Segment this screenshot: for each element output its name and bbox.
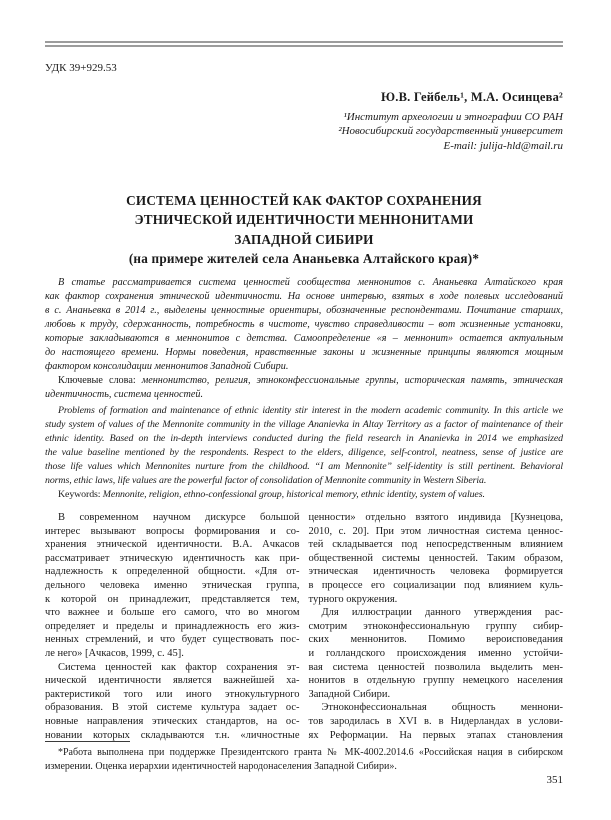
page-number: 351 xyxy=(546,774,563,786)
text-line: those life values which Mennonites nurture from the childhood. “I am Mennonite” self-identity is still pertinent. Behavioral xyxy=(45,461,563,472)
text-line: рассматривает этническую идентичность как при- xyxy=(45,552,300,564)
text-line: ethnic identity. Based on the in-depth interviews conducted during the field research in Ananievka in 2014 we emphasized xyxy=(45,433,563,444)
text-line: фактором консолидации меннонитов Западной Сибири. xyxy=(45,361,289,372)
text-line: к которой он принадлежит, представляется тем, xyxy=(45,593,300,605)
text-line: как фактор сохранения этнической идентичности. На основе интервью, взятых в ходе полевых исследований xyxy=(45,291,563,302)
text-line: Западной Сибири. xyxy=(308,688,391,700)
text-line: тов зародилась в XVI в. в Нидерландах в услови- xyxy=(308,715,563,727)
footnote xyxy=(45,746,563,774)
keywords-en-terms: Mennonite, religion, ethno-confessional group, historical memory, ethnic identity, system of values. xyxy=(100,489,485,500)
keywords-russian xyxy=(45,374,563,402)
keywords-ru-line xyxy=(45,374,563,388)
text-line: ¹Институт археологии и этнографии СО РАН xyxy=(343,111,563,123)
text-line: тей складывается под непосредственным влиянием xyxy=(308,539,563,551)
text-line: что важнее и больше его самого, что во многом xyxy=(45,607,300,619)
text-line: и голландского происхождения именно устойчи- xyxy=(308,647,563,659)
text-line: нонитов в отдельную группу немецкого населения xyxy=(308,675,563,687)
text-line: study system of values of the Mennonite community in the village Ananievka in Altay Territory as a factor of maintenance of their xyxy=(45,419,563,430)
text-line: 2010, с. 20]. При этом личностная система ценнос- xyxy=(308,525,563,537)
text-line: вая система ценностей позволила выделить мен- xyxy=(308,661,563,673)
keywords-ru-line2: идентичность, система ценностей. xyxy=(45,389,204,400)
text-line: турного окружения. xyxy=(308,593,398,605)
text-line: norms, ethic laws, life values are the powerful factor of consolidation of Mennonite community in Western Siberia. xyxy=(45,475,487,486)
text-line: в с. Ананьевка в 2014 г., выделены ценностные ориентиры, обозначенные респондентами. Почитание старших, xyxy=(45,305,563,316)
text-line: дельного человека именно этническая группа, xyxy=(45,579,300,591)
text-line: нической идентичности является важнейшей ха- xyxy=(45,675,300,687)
text-line: Для иллюстрации данного утверждения рас- xyxy=(321,607,563,619)
text-line: в процессе его социализации под влиянием куль- xyxy=(308,579,563,591)
abstract-english xyxy=(45,404,563,488)
udc-code: УДК 39+929.53 xyxy=(45,62,117,74)
text-line: Problems of formation and maintenance of ethnic identity stir interest in the modern academic community. In this article we xyxy=(58,405,563,416)
text-line: любовь к труду, сдержанность, потребность в чистоте, чувство справедливости – вот жизненные установки, xyxy=(45,319,563,330)
keywords-en-line xyxy=(45,488,563,502)
text-line: новные направления этических стандартов, на ос- xyxy=(45,715,300,727)
text-line: хранения этнической идентичности. В.А. Ачкасов xyxy=(45,539,300,551)
text-line: СИСТЕМА ЦЕННОСТЕЙ КАК ФАКТОР СОХРАНЕНИЯ xyxy=(126,193,482,208)
keywords-english xyxy=(45,488,563,502)
footnote-line2: измерении. Оценка иерархии идентичностей народонаселения Западной Сибири». xyxy=(45,760,397,772)
footnote-line1: *Работа выполнена при поддержке Президентского гранта № МК-4002.2014.6 «Российская нация в сибирском xyxy=(58,747,563,758)
text-line: ле него» [Ачкасов, 1999, с. 45]. xyxy=(45,647,184,659)
text-line: Этноконфессиональная общность меннони- xyxy=(321,702,563,714)
text-line: этническая идентичность человека формируется xyxy=(308,566,563,578)
text-line: новании которых складываются т.н. «личностные xyxy=(45,729,300,741)
keywords-ru-terms: меннонитство, религия, этноконфессиональные группы, историческая память, этническая xyxy=(135,375,563,386)
keywords-ru-label: Ключевые слова: xyxy=(58,375,136,386)
text-line: ЗАПАДНОЙ СИБИРИ xyxy=(234,231,374,247)
text-line: интерес вызывают вопросы формирования и со- xyxy=(45,525,300,537)
text-line: ненных стремлений, и что будет существовать пос- xyxy=(45,634,300,646)
text-line: ских меннонитов. Помимо вероисповедания xyxy=(308,634,563,646)
text-line: ЭТНИЧЕСКОЙ ИДЕНТИЧНОСТИ МЕННОНИТАМИ xyxy=(134,212,474,228)
text-line: Система ценностей как фактор сохранения эт- xyxy=(58,661,300,673)
text-line: ²Новосибирский государственный университет xyxy=(338,125,563,138)
header-double-rule xyxy=(45,41,563,47)
text-line: общественной системы ценностей. Таким образом, xyxy=(308,552,563,564)
article-title xyxy=(45,191,563,268)
text-line: В современном научном дискурсе большой xyxy=(58,512,300,523)
keywords-en-label: Keywords: xyxy=(58,489,101,500)
text-line: ценности» отдельно взятого индивида [Кузнецова, xyxy=(308,512,563,523)
footnote-divider xyxy=(45,741,130,742)
text-line: до настоящего времени. Нормы поведения, нравственные законы и жизненные принципы являются мощным xyxy=(45,347,563,358)
text-line: the value baseline mentioned by the respondents. Respect to the elders, diligence, self-control, neatness, sense of justice are xyxy=(45,447,563,458)
affiliations-block xyxy=(45,110,563,153)
text-line: определяет и пределы и принадлежность его жиз- xyxy=(45,620,300,632)
text-line: E-mail: julija-hld@mail.ru xyxy=(443,139,563,152)
abstract-russian xyxy=(45,276,563,374)
text-line: образования. В этой системе культура задает ос- xyxy=(45,702,300,714)
column-left xyxy=(45,511,300,742)
text-line: В статье рассматривается система ценностей сообщества меннонитов с. Ананьевка Алтайского края xyxy=(58,277,563,288)
text-line: надлежность к определенной общности. «Для от- xyxy=(45,566,300,578)
text-line: ях Реформации. На первых этапах становления xyxy=(308,729,563,741)
column-right xyxy=(309,511,564,742)
text-line: (на примере жителей села Ананьевка Алтайского края)* xyxy=(128,250,480,266)
two-column-body xyxy=(45,511,563,742)
text-line: смотрим этноконфессиональную группу сибир- xyxy=(308,620,563,632)
text-line: которые закладываются в меннонитов с детства. Самоопределение «я – меннонит» остается актуальным xyxy=(45,333,563,344)
text-line: рактеристикой того или иного этнокультурного xyxy=(45,688,300,700)
authors-line: Ю.В. Гейбель¹, М.А. Осинцева² xyxy=(381,90,563,104)
